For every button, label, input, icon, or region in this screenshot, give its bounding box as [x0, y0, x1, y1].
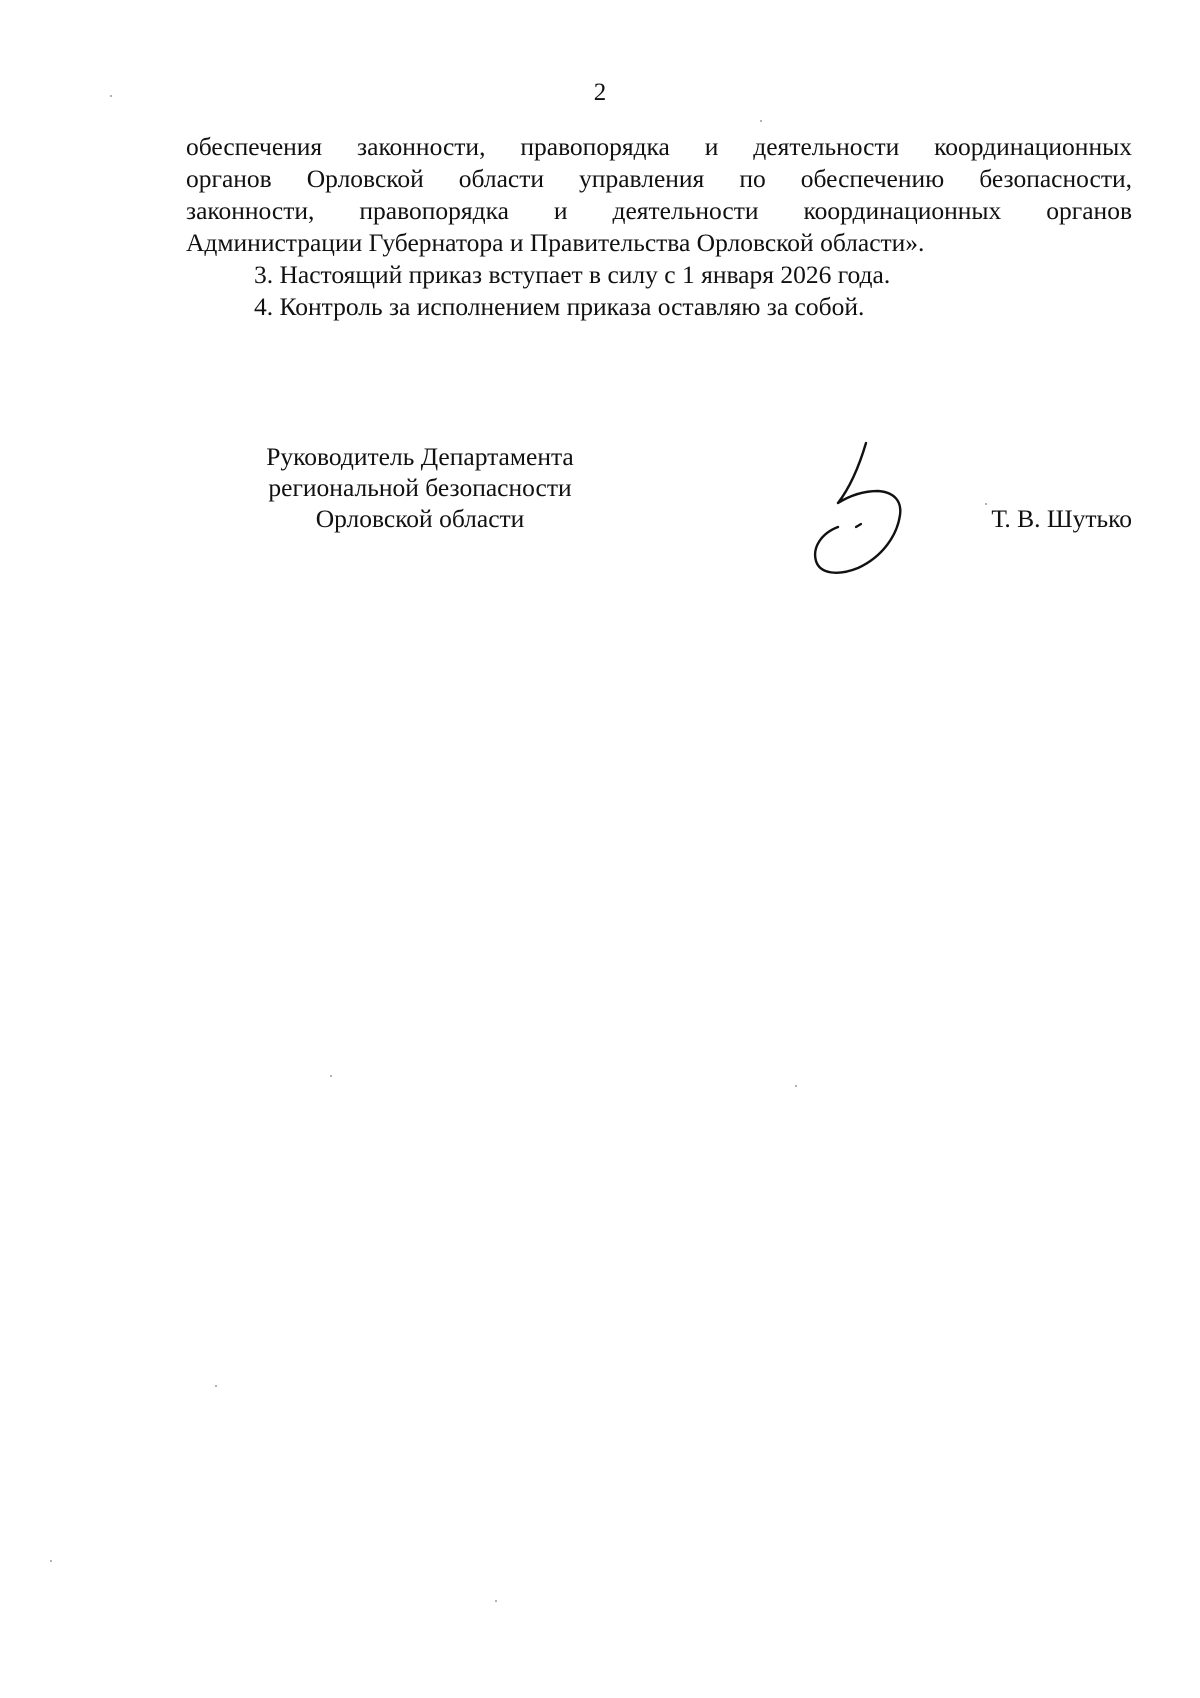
scan-speck: [760, 120, 762, 122]
body-line: Администрации Губернатора и Правительства Орловской области».: [186, 228, 925, 257]
scan-speck: [985, 503, 987, 505]
scan-speck: [110, 95, 112, 97]
item-3-paragraph: 3. Настоящий приказ вступает в силу с 1 января 2026 года.: [254, 260, 891, 289]
body-line: обеспечения законности, правопорядка и деятельности координационных: [186, 132, 1132, 161]
page-number: 2: [593, 79, 607, 106]
body-text: [186, 131, 1132, 323]
position-line: Руководитель Департамента: [266, 442, 574, 471]
handwritten-signature-icon: [808, 435, 928, 585]
scan-speck: [215, 1385, 217, 1387]
signer-position: [230, 441, 610, 534]
body-line: органов Орловской области управления по обеспечению безопасности,: [186, 164, 1132, 193]
item-4-paragraph: 4. Контроль за исполнением приказа оставляю за собой.: [254, 292, 865, 321]
scan-speck: [795, 1085, 797, 1087]
position-line: Орловской области: [315, 504, 525, 533]
position-line: региональной безопасности: [268, 473, 572, 502]
scan-speck: [495, 1600, 497, 1602]
signer-name: Т. В. Шутько: [991, 504, 1132, 533]
scan-speck: [50, 1560, 52, 1562]
scan-speck: [330, 1075, 332, 1077]
body-line: законности, правопорядка и деятельности координационных органов: [186, 196, 1132, 225]
